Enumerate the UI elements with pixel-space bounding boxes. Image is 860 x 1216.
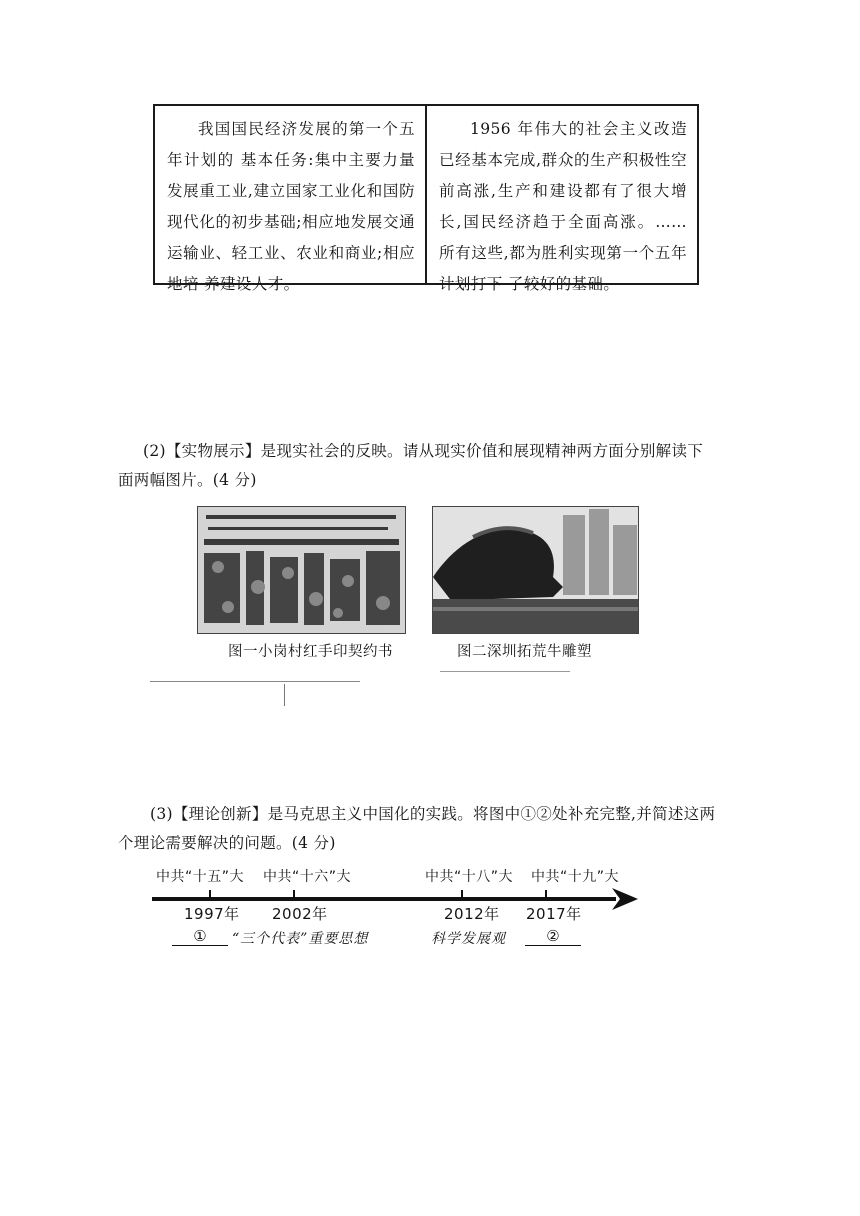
congress-15: 中共“十五”大: [156, 869, 245, 885]
question-3-line-2: 个理论需要解决的问题。(4 分): [118, 834, 336, 852]
ox-sculpture-image: [433, 507, 639, 634]
caption-contract: 图一小岗村红手印契约书: [228, 644, 393, 660]
year-1997: 1997年: [184, 905, 240, 923]
year-2012: 2012年: [444, 905, 500, 923]
congress-16: 中共“十六”大: [263, 869, 352, 885]
comparison-table: [153, 104, 699, 293]
congress-19: 中共“十九”大: [531, 869, 620, 885]
table-cell-plan: 我国国民经济发展的第一个五年计划的 基本任务:集中主要力量发展重工业,建立国家工业化和国防现代化的初步基础;相应地发展交通运输业、轻工业、农业和商业;相应地培 养建设人才。: [155, 106, 427, 283]
ox-sculpture-photo: [432, 506, 639, 634]
scan-line-mark: [150, 681, 360, 682]
scan-line-mark: [284, 684, 285, 706]
caption-ox-sculpture: 图二深圳拓荒牛雕塑: [457, 644, 592, 660]
question-2-line-1: (2)【实物展示】是现实社会的反映。请从现实价值和展现精神两方面分别解读下: [143, 442, 704, 460]
blank-1: ①: [172, 927, 228, 946]
contract-photo: [197, 506, 406, 634]
blank-2: ②: [525, 927, 581, 946]
contract-image: [198, 507, 406, 634]
scan-line-mark: [440, 671, 570, 672]
three-represents-label: “三个代表”重要思想: [232, 931, 369, 947]
year-2017: 2017年: [526, 905, 582, 923]
year-2002: 2002年: [272, 905, 328, 923]
table-cell-transformation: 1956 年伟大的社会主义改造已经基本完成,群众的生产积极性空前高涨,生产和建设都有了很大增长,国民经济趋于全面高涨。…… 所有这些,都为胜利实现第一个五年计划打下 了较好的基础。: [439, 120, 687, 293]
question-3-line-1: (3)【理论创新】是马克思主义中国化的实践。将图中①②处补充完整,并简述这两: [150, 805, 716, 823]
congress-18: 中共“十八”大: [425, 869, 514, 885]
question-2-line-2: 面两幅图片。(4 分): [118, 471, 257, 489]
scientific-development-label: 科学发展观: [431, 931, 506, 947]
